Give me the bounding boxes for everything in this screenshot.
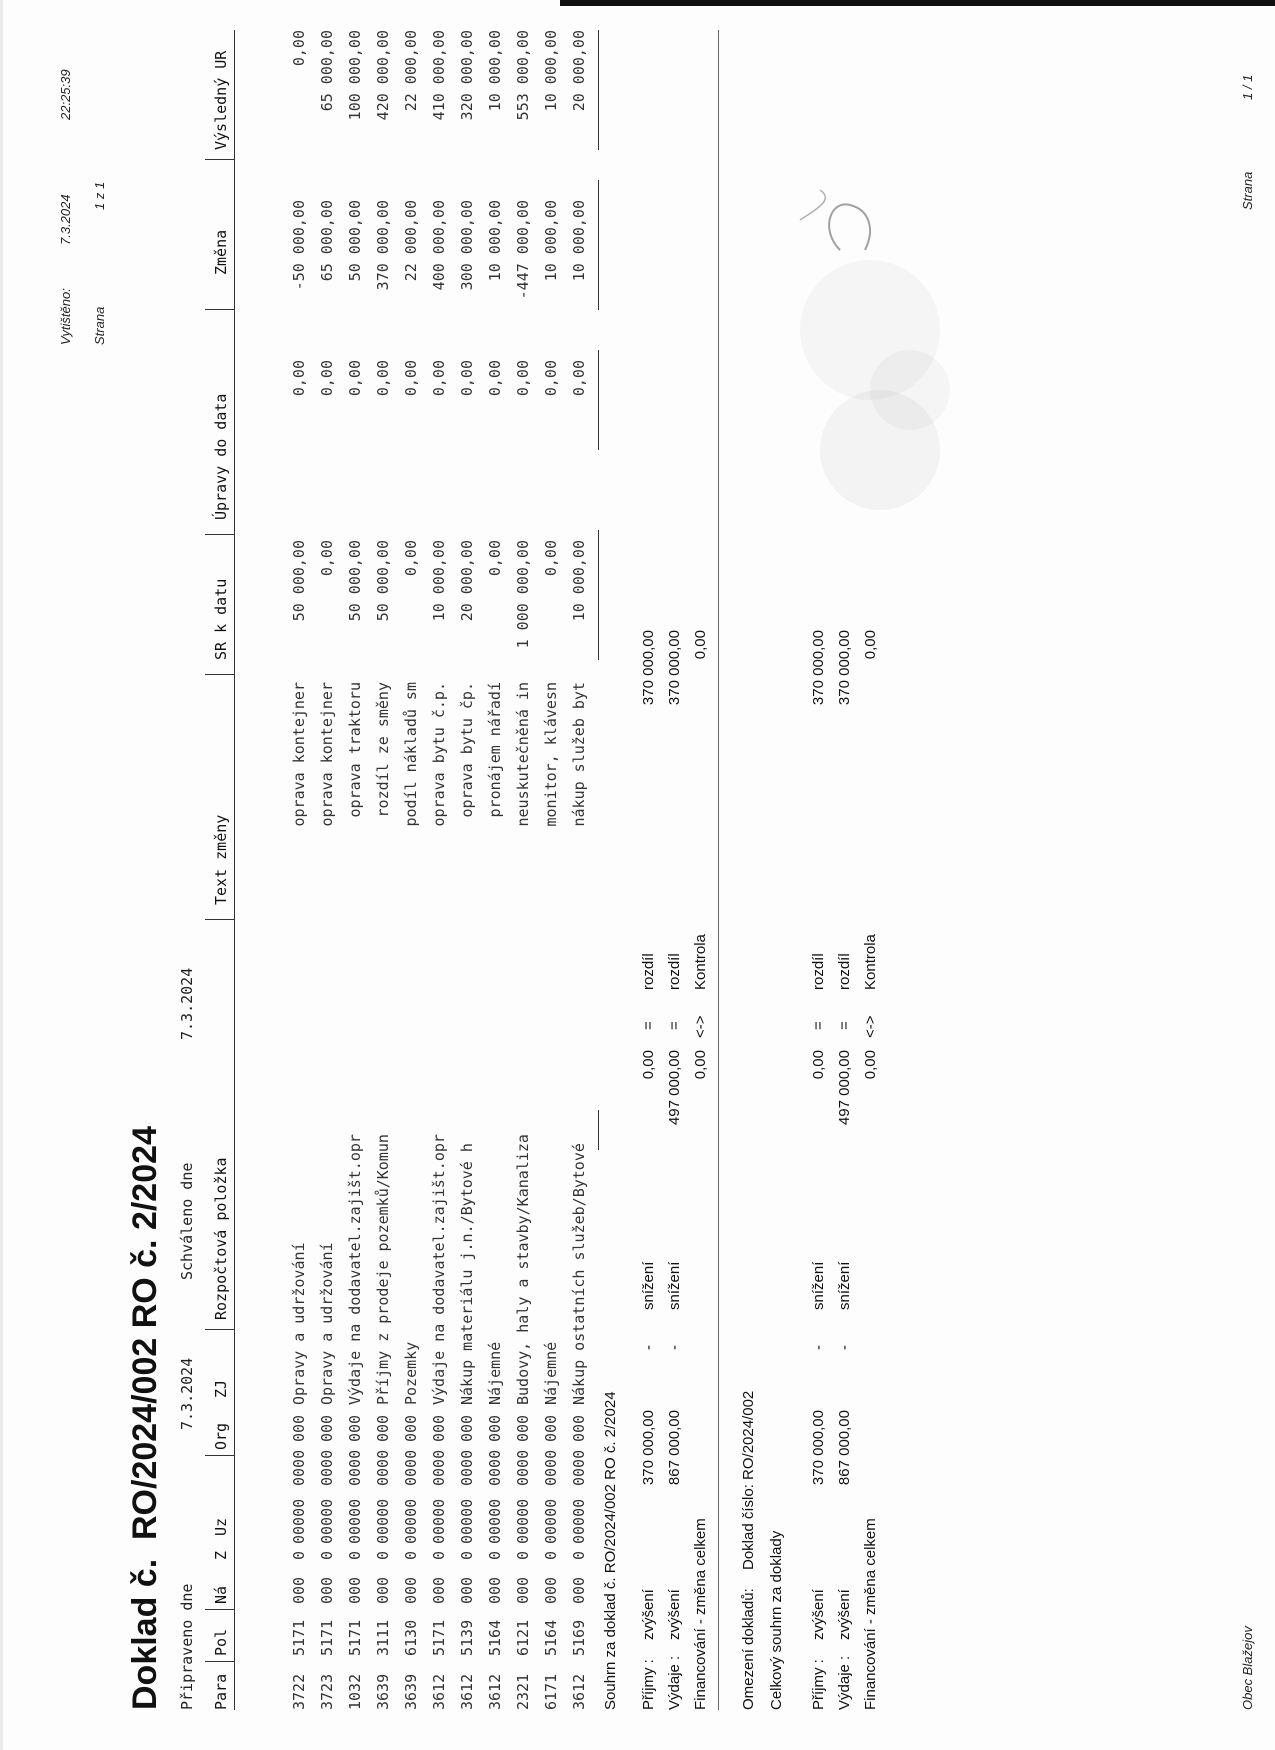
cell-zmena: 65 000,00 xyxy=(318,200,336,282)
cell-sr: 0,00 xyxy=(486,540,504,577)
cell-para: 3639 xyxy=(402,1673,420,1710)
cell-pol: 5164 xyxy=(486,1619,504,1656)
row-underline xyxy=(598,350,599,450)
total-prijmy-snizeni-label: snížení xyxy=(810,1261,827,1310)
cell-na: 000 xyxy=(430,1576,448,1604)
cell-sr: 0,00 xyxy=(402,540,420,577)
cell-upravy: 0,00 xyxy=(542,360,560,397)
cell-uz: 00000 xyxy=(374,1498,392,1544)
header-sr-k-datu: SR k datu xyxy=(212,578,230,660)
cell-upravy: 0,00 xyxy=(486,360,504,397)
row-underline xyxy=(598,180,599,310)
printed-label: Vytištěno: xyxy=(58,288,73,345)
total-eq: = xyxy=(810,1021,827,1030)
cell-text: oprava kontejner xyxy=(318,682,336,827)
stamp-signature-smudge xyxy=(780,130,960,550)
prepared-date: 7.3.2024 xyxy=(178,1357,196,1430)
prepared-label: Připraveno dne xyxy=(178,1583,196,1710)
header-zj: ZJ xyxy=(212,1379,230,1398)
cell-sr: 1 000 000,00 xyxy=(514,540,532,649)
cell-pol: 6121 xyxy=(514,1619,532,1656)
summary-vydaje-rozdil: 370 000,00 xyxy=(666,630,683,706)
cell-uz: 00000 xyxy=(486,1498,504,1544)
cell-polozka: Pozemky xyxy=(402,1341,420,1405)
total-dash: - xyxy=(810,1345,827,1350)
cell-para: 3612 xyxy=(486,1673,504,1710)
cell-upravy: 0,00 xyxy=(514,360,532,397)
cell-para: 3722 xyxy=(290,1673,308,1710)
total-vydaje-snizeni-label: snížení xyxy=(836,1261,853,1310)
cell-pol: 5171 xyxy=(318,1619,336,1656)
summary-prijmy-rozdil-label: rozdíl xyxy=(640,953,657,990)
summary-dash: - xyxy=(640,1345,657,1350)
cell-upravy: 0,00 xyxy=(318,360,336,397)
summary-vydaje-zvyseni: 867 000,00 xyxy=(666,1410,683,1486)
table-row xyxy=(318,0,346,1750)
cell-upravy: 0,00 xyxy=(402,360,420,397)
cell-text: oprava kontejner xyxy=(290,682,308,827)
cell-vysledny: 65 000,00 xyxy=(318,30,336,112)
approved-date: 7.3.2024 xyxy=(178,967,196,1040)
cell-zmena: 300 000,00 xyxy=(458,200,476,291)
total-kontrola-label: Kontrola xyxy=(862,934,879,990)
cell-zj: 000 xyxy=(402,1414,420,1442)
header-pol: Pol xyxy=(212,1628,230,1656)
cell-para: 3612 xyxy=(458,1673,476,1710)
summary-vydaje-label: Výdaje : xyxy=(666,1655,683,1710)
cell-zj: 000 xyxy=(458,1414,476,1442)
cell-pol: 5171 xyxy=(290,1619,308,1656)
header-z: Z xyxy=(212,1550,230,1560)
summary-neq: <-> xyxy=(692,1015,709,1038)
cell-upravy: 0,00 xyxy=(570,360,588,397)
table-row xyxy=(402,0,430,1750)
cell-vysledny: 553 000,00 xyxy=(514,30,532,121)
cell-polozka: Výdaje na dodavatel.zajišt.opr xyxy=(346,1134,364,1405)
cell-vysledny: 320 000,00 xyxy=(458,30,476,121)
column-separator xyxy=(205,1609,235,1610)
cell-upravy: 0,00 xyxy=(458,360,476,397)
cell-vysledny: 0,00 xyxy=(290,30,308,67)
total-fin-value: 0,00 xyxy=(862,1050,879,1080)
cell-zj: 000 xyxy=(290,1414,308,1442)
column-separator xyxy=(205,674,235,675)
column-separator xyxy=(205,1455,235,1456)
cell-para: 3612 xyxy=(430,1673,448,1710)
total-vydaje-rozdil-label: rozdíl xyxy=(836,953,853,990)
summary-kontrola-value: 0,00 xyxy=(692,630,709,660)
cell-text: podíl nákladů sm xyxy=(402,682,420,827)
cell-pol: 5164 xyxy=(542,1619,560,1656)
printed-time: 22:25:39 xyxy=(58,69,73,120)
cell-sr: 50 000,00 xyxy=(290,540,308,622)
cell-zj: 000 xyxy=(570,1414,588,1442)
cell-z: 0 xyxy=(318,1550,336,1560)
cell-polozka: Nájemné xyxy=(542,1341,560,1405)
cell-text: rozdíl ze směny xyxy=(374,682,392,818)
total-vydaje-label: Výdaje : xyxy=(836,1655,853,1710)
cell-na: 000 xyxy=(486,1576,504,1604)
cell-uz: 00000 xyxy=(570,1498,588,1544)
cell-text: pronájem nářadí xyxy=(486,682,504,818)
cell-polozka: Příjmy z prodeje pozemků/Komun xyxy=(374,1134,392,1405)
cell-polozka: Nákup ostatních služeb/Bytové xyxy=(570,1143,588,1405)
limits-label: Omezení dokladů: xyxy=(740,1588,757,1710)
row-underline xyxy=(598,530,599,660)
row-underline xyxy=(598,1110,599,1150)
column-separator xyxy=(205,309,235,310)
cell-zj: 000 xyxy=(542,1414,560,1442)
cell-polozka: Nákup materiálu j.n./Bytové h xyxy=(458,1143,476,1405)
summary-vydaje-rozdil-label: rozdíl xyxy=(666,953,683,990)
header-na: Ná xyxy=(212,1585,230,1604)
cell-zmena: 10 000,00 xyxy=(570,200,588,282)
summary-prijmy-zvyseni-label: zvýšení xyxy=(640,1589,657,1640)
summary-divider xyxy=(718,30,719,1710)
cell-text: nákup služeb byt xyxy=(570,682,588,827)
cell-upravy: 0,00 xyxy=(374,360,392,397)
printed-date: 7.3.2024 xyxy=(58,194,73,245)
cell-zj: 000 xyxy=(430,1414,448,1442)
cell-zmena: 50 000,00 xyxy=(346,200,364,282)
cell-vysledny: 420 000,00 xyxy=(374,30,392,121)
cell-pol: 6130 xyxy=(402,1619,420,1656)
table-row xyxy=(290,0,318,1750)
cell-zmena: -447 000,00 xyxy=(514,200,532,300)
cell-org: 0000 xyxy=(374,1449,392,1486)
document-title-value: RO/2024/002 RO č. 2/2024 xyxy=(126,1126,164,1540)
summary-prijmy-snizeni: 0,00 xyxy=(640,1050,657,1080)
cell-uz: 00000 xyxy=(346,1498,364,1544)
table-row xyxy=(374,0,402,1750)
header-rozpoctova-polozka: Rozpočtová položka xyxy=(212,1157,230,1320)
cell-para: 3723 xyxy=(318,1673,336,1710)
cell-z: 0 xyxy=(542,1550,560,1560)
total-prijmy-rozdil: 370 000,00 xyxy=(810,630,827,706)
column-separator xyxy=(205,919,235,920)
header-text-zmeny: Text změny xyxy=(212,814,230,905)
total-vydaje-zvyseni: 867 000,00 xyxy=(836,1410,853,1486)
column-separator xyxy=(205,1661,235,1662)
row-underline xyxy=(598,30,599,150)
cell-na: 000 xyxy=(402,1576,420,1604)
cell-uz: 00000 xyxy=(318,1498,336,1544)
total-vydaje-zvyseni-label: zvýšení xyxy=(836,1589,853,1640)
column-separator xyxy=(205,534,235,535)
total-prijmy-label: Příjmy : xyxy=(810,1659,827,1710)
header-uz: Uz xyxy=(212,1517,230,1536)
cell-pol: 5169 xyxy=(570,1619,588,1656)
cell-org: 0000 xyxy=(542,1449,560,1486)
cell-org: 0000 xyxy=(430,1449,448,1486)
summary-vydaje-snizeni: 497 000,00 xyxy=(666,1050,683,1126)
summary-title: Souhrn za doklad č. RO/2024/002 RO č. 2/2024 xyxy=(602,1391,619,1710)
footer-page-value: 1 / 1 xyxy=(1240,74,1255,100)
total-financovani-label: Financování - změna celkem xyxy=(862,1518,879,1710)
table-row xyxy=(430,0,458,1750)
cell-vysledny: 10 000,00 xyxy=(542,30,560,112)
cell-z: 0 xyxy=(290,1550,308,1560)
cell-sr: 50 000,00 xyxy=(346,540,364,622)
column-separator xyxy=(205,1329,235,1330)
cell-zj: 000 xyxy=(374,1414,392,1442)
cell-zmena: -50 000,00 xyxy=(290,200,308,291)
cell-na: 000 xyxy=(374,1576,392,1604)
cell-na: 000 xyxy=(458,1576,476,1604)
cell-z: 0 xyxy=(430,1550,448,1560)
summary-prijmy-zvyseni: 370 000,00 xyxy=(640,1410,657,1486)
cell-zmena: 22 000,00 xyxy=(402,200,420,282)
cell-na: 000 xyxy=(570,1576,588,1604)
cell-org: 0000 xyxy=(290,1449,308,1486)
cell-z: 0 xyxy=(570,1550,588,1560)
cell-z: 0 xyxy=(486,1550,504,1560)
total-prijmy-zvyseni-label: zvýšení xyxy=(810,1589,827,1640)
cell-sr: 0,00 xyxy=(318,540,336,577)
cell-org: 0000 xyxy=(570,1449,588,1486)
cell-zmena: 400 000,00 xyxy=(430,200,448,291)
total-neq: <-> xyxy=(862,1015,879,1038)
cell-z: 0 xyxy=(346,1550,364,1560)
cell-para: 3639 xyxy=(374,1673,392,1710)
cell-na: 000 xyxy=(542,1576,560,1604)
limits-value: Doklad číslo: RO/2024/002 xyxy=(740,1390,757,1570)
approved-label: Schváleno dne xyxy=(178,1162,196,1280)
cell-vysledny: 10 000,00 xyxy=(486,30,504,112)
cell-text: oprava bytu č.p. xyxy=(430,682,448,827)
cell-zj: 000 xyxy=(514,1414,532,1442)
cell-z: 0 xyxy=(514,1550,532,1560)
table-row xyxy=(514,0,542,1750)
cell-pol: 5171 xyxy=(346,1619,364,1656)
total-title: Celkový souhrn za doklady xyxy=(768,1530,785,1710)
cell-sr: 0,00 xyxy=(542,540,560,577)
summary-vydaje-snizeni-label: snížení xyxy=(666,1261,683,1310)
table-row xyxy=(570,0,598,1750)
summary-eq: = xyxy=(666,1021,683,1030)
cell-uz: 00000 xyxy=(458,1498,476,1544)
cell-sr: 50 000,00 xyxy=(374,540,392,622)
cell-na: 000 xyxy=(346,1576,364,1604)
cell-zj: 000 xyxy=(346,1414,364,1442)
cell-sr: 10 000,00 xyxy=(430,540,448,622)
cell-org: 0000 xyxy=(318,1449,336,1486)
cell-zmena: 10 000,00 xyxy=(542,200,560,282)
header-underline xyxy=(234,30,235,1710)
cell-text: neuskutečněná in xyxy=(514,682,532,827)
cell-vysledny: 22 000,00 xyxy=(402,30,420,112)
summary-fin-value: 0,00 xyxy=(692,1050,709,1080)
cell-org: 0000 xyxy=(346,1449,364,1486)
header-upravy-do-data: Úpravy do data xyxy=(212,393,230,520)
cell-vysledny: 100 000,00 xyxy=(346,30,364,121)
header-org: Org xyxy=(212,1422,230,1450)
cell-z: 0 xyxy=(374,1550,392,1560)
table-row xyxy=(486,0,514,1750)
summary-prijmy-rozdil: 370 000,00 xyxy=(640,630,657,706)
cell-polozka: Budovy, haly a stavby/Kanaliza xyxy=(514,1134,532,1405)
summary-vydaje-zvyseni-label: zvýšení xyxy=(666,1589,683,1640)
table-row xyxy=(458,0,486,1750)
total-prijmy-zvyseni: 370 000,00 xyxy=(810,1410,827,1486)
footer-org: Obec Blažejov xyxy=(1240,1626,1255,1710)
total-kontrola-value: 0,00 xyxy=(862,630,879,660)
cell-sr: 10 000,00 xyxy=(570,540,588,622)
cell-z: 0 xyxy=(402,1550,420,1560)
cell-org: 0000 xyxy=(486,1449,504,1486)
cell-upravy: 0,00 xyxy=(290,360,308,397)
cell-zmena: 10 000,00 xyxy=(486,200,504,282)
page-label: Strana xyxy=(92,306,107,345)
header-para: Para xyxy=(212,1673,230,1710)
cell-pol: 3111 xyxy=(374,1619,392,1656)
cell-text: oprava traktoru xyxy=(346,682,364,818)
cell-para: 3612 xyxy=(570,1673,588,1710)
cell-na: 000 xyxy=(290,1576,308,1604)
cell-uz: 00000 xyxy=(542,1498,560,1544)
summary-prijmy-label: Příjmy : xyxy=(640,1659,657,1710)
summary-prijmy-snizeni-label: snížení xyxy=(640,1261,657,1310)
cell-uz: 00000 xyxy=(402,1498,420,1544)
header-vysledny-ur: Výsledný UR xyxy=(212,50,230,150)
cell-uz: 00000 xyxy=(290,1498,308,1544)
cell-polozka: Výdaje na dodavatel.zajišt.opr xyxy=(430,1134,448,1405)
summary-dash: - xyxy=(666,1345,683,1350)
page-value: 1 z 1 xyxy=(92,181,107,210)
cell-vysledny: 20 000,00 xyxy=(570,30,588,112)
cell-zj: 000 xyxy=(318,1414,336,1442)
cell-polozka: Nájemné xyxy=(486,1341,504,1405)
column-separator xyxy=(205,159,235,160)
total-vydaje-snizeni: 497 000,00 xyxy=(836,1050,853,1126)
cell-zj: 000 xyxy=(486,1414,504,1442)
header-zmena: Změna xyxy=(212,229,230,275)
cell-pol: 5171 xyxy=(430,1619,448,1656)
cell-zmena: 370 000,00 xyxy=(374,200,392,291)
total-prijmy-rozdil-label: rozdíl xyxy=(810,953,827,990)
cell-org: 0000 xyxy=(514,1449,532,1486)
cell-org: 0000 xyxy=(402,1449,420,1486)
cell-text: oprava bytu čp. xyxy=(458,682,476,818)
cell-para: 6171 xyxy=(542,1673,560,1710)
total-dash: - xyxy=(836,1345,853,1350)
total-prijmy-snizeni: 0,00 xyxy=(810,1050,827,1080)
cell-sr: 20 000,00 xyxy=(458,540,476,622)
cell-polozka: Opravy a udržování xyxy=(318,1242,336,1405)
cell-para: 1032 xyxy=(346,1673,364,1710)
summary-kontrola-label: Kontrola xyxy=(692,934,709,990)
cell-org: 0000 xyxy=(458,1449,476,1486)
summary-financovani-label: Financování - změna celkem xyxy=(692,1518,709,1710)
cell-para: 2321 xyxy=(514,1673,532,1710)
cell-uz: 00000 xyxy=(430,1498,448,1544)
footer-page-label: Strana xyxy=(1240,171,1255,210)
cell-z: 0 xyxy=(458,1550,476,1560)
total-vydaje-rozdil: 370 000,00 xyxy=(836,630,853,706)
cell-na: 000 xyxy=(514,1576,532,1604)
cell-text: monitor, klávesn xyxy=(542,682,560,827)
cell-pol: 5139 xyxy=(458,1619,476,1656)
table-row xyxy=(346,0,374,1750)
cell-upravy: 0,00 xyxy=(346,360,364,397)
summary-eq: = xyxy=(640,1021,657,1030)
cell-polozka: Opravy a udržování xyxy=(290,1242,308,1405)
cell-na: 000 xyxy=(318,1576,336,1604)
cell-upravy: 0,00 xyxy=(430,360,448,397)
cell-uz: 00000 xyxy=(514,1498,532,1544)
total-eq: = xyxy=(836,1021,853,1030)
cell-vysledny: 410 000,00 xyxy=(430,30,448,121)
document-title-label: Doklad č. xyxy=(126,1558,164,1710)
table-row xyxy=(542,0,570,1750)
